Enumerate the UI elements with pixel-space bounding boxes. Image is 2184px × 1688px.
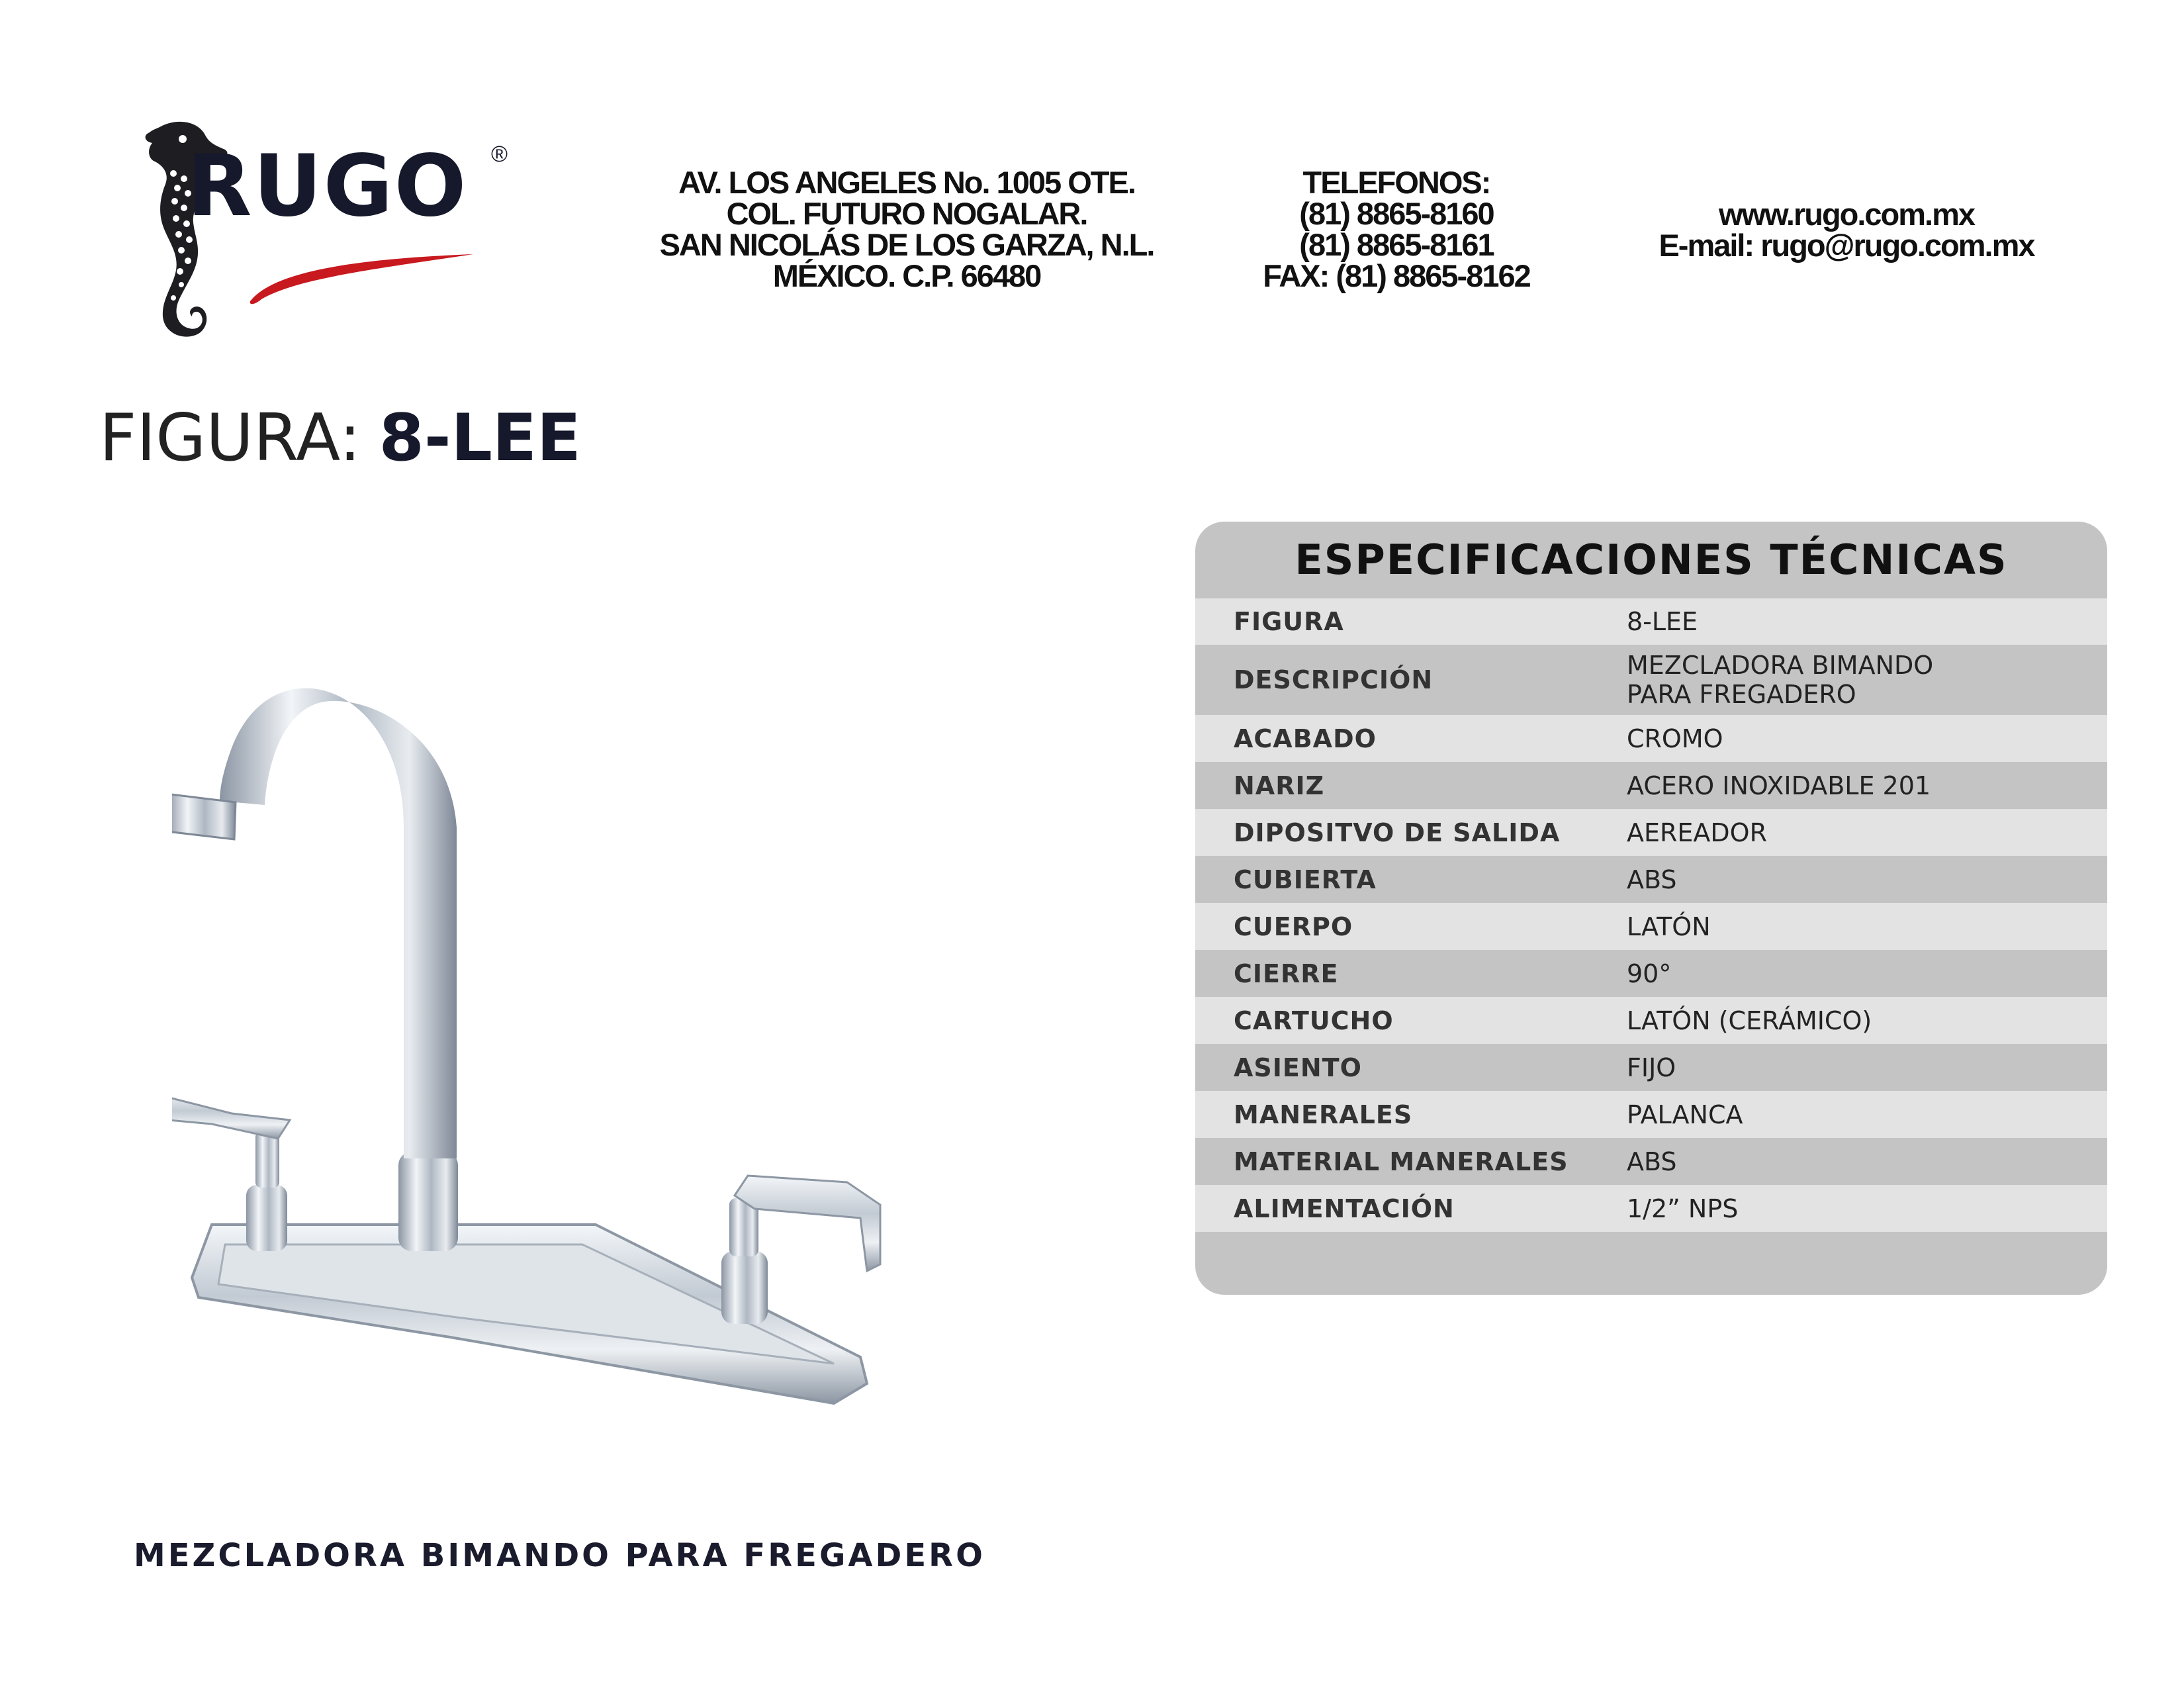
spec-key: DIPOSITVO DE SALIDA <box>1234 818 1561 847</box>
product-caption: MEZCLADORA BIMANDO PARA FREGADERO <box>134 1537 985 1574</box>
spec-value: 1/2” NPS <box>1627 1194 1739 1223</box>
figure-code: 8-LEE <box>379 400 581 476</box>
spec-key: FIGURA <box>1234 607 1344 636</box>
spec-key: MATERIAL MANERALES <box>1234 1147 1569 1176</box>
spec-row <box>1195 1091 2107 1138</box>
spec-value: MEZCLADORA BIMANDO PARA FREGADERO <box>1627 651 1934 709</box>
spec-table <box>1195 598 2107 1232</box>
spec-row <box>1195 950 2107 997</box>
spec-value: ACERO INOXIDABLE 201 <box>1627 771 1931 800</box>
spec-row <box>1195 1185 2107 1232</box>
address-line: AV. LOS ANGELES No. 1005 OTE. <box>678 165 1135 200</box>
spec-value: LATÓN (CERÁMICO) <box>1627 1006 1872 1035</box>
spec-row <box>1195 645 2107 715</box>
website-link[interactable]: www.rugo.com.mx <box>1718 197 1975 232</box>
spec-value: AEREADOR <box>1627 818 1767 847</box>
phone-line: FAX: (81) 8865-8162 <box>1263 258 1530 293</box>
spec-value: ABS <box>1627 1147 1677 1176</box>
brand-name: RUGO <box>187 137 468 236</box>
spec-panel <box>1195 522 2107 1295</box>
spec-row <box>1195 997 2107 1044</box>
spec-value: 8-LEE <box>1627 607 1698 636</box>
spec-row <box>1195 903 2107 950</box>
spec-key: CUERPO <box>1234 912 1353 941</box>
phone-line: (81) 8865-8160 <box>1299 196 1494 231</box>
spec-row <box>1195 809 2107 856</box>
spec-key: MANERALES <box>1234 1100 1413 1129</box>
spec-key: DESCRIPCIÓN <box>1234 665 1433 694</box>
spec-row <box>1195 1138 2107 1185</box>
spec-value: ABS <box>1627 865 1677 894</box>
registered-mark: ® <box>491 142 508 167</box>
address-line: SAN NICOLÁS DE LOS GARZA, N.L. <box>659 227 1154 262</box>
spec-value: PALANCA <box>1627 1100 1743 1129</box>
spec-title: ESPECIFICACIONES TÉCNICAS <box>1295 536 2008 584</box>
faucet-product-image <box>172 629 966 1423</box>
spec-row <box>1195 856 2107 903</box>
spec-key: NARIZ <box>1234 771 1325 800</box>
spec-key: CARTUCHO <box>1234 1006 1394 1035</box>
company-address <box>622 167 1191 291</box>
spec-row <box>1195 762 2107 809</box>
spec-key: ACABADO <box>1234 724 1377 753</box>
spec-value: FIJO <box>1627 1053 1676 1082</box>
address-line: MÉXICO. C.P. 66480 <box>772 258 1041 293</box>
spec-key: ASIENTO <box>1234 1053 1362 1082</box>
spec-row <box>1195 715 2107 762</box>
spec-value: 90° <box>1627 959 1672 988</box>
phone-line: TELEFONOS: <box>1302 165 1490 200</box>
swoosh-shape <box>250 254 473 304</box>
phone-line: (81) 8865-8161 <box>1299 227 1494 262</box>
spec-key: ALIMENTACIÓN <box>1234 1194 1455 1223</box>
figure-label: FIGURA: <box>99 400 361 476</box>
address-line: COL. FUTURO NOGALAR. <box>726 196 1087 231</box>
email-link[interactable]: E-mail: rugo@rugo.com.mx <box>1659 228 2034 263</box>
spec-row <box>1195 598 2107 645</box>
spec-key: CIERRE <box>1234 959 1339 988</box>
company-phones <box>1231 167 1562 291</box>
spec-value: CROMO <box>1627 724 1723 753</box>
spec-key: CUBIERTA <box>1234 865 1377 894</box>
figure-title <box>99 400 581 476</box>
company-web <box>1615 199 2078 261</box>
spec-row <box>1195 1044 2107 1091</box>
spec-value: LATÓN <box>1627 912 1711 941</box>
